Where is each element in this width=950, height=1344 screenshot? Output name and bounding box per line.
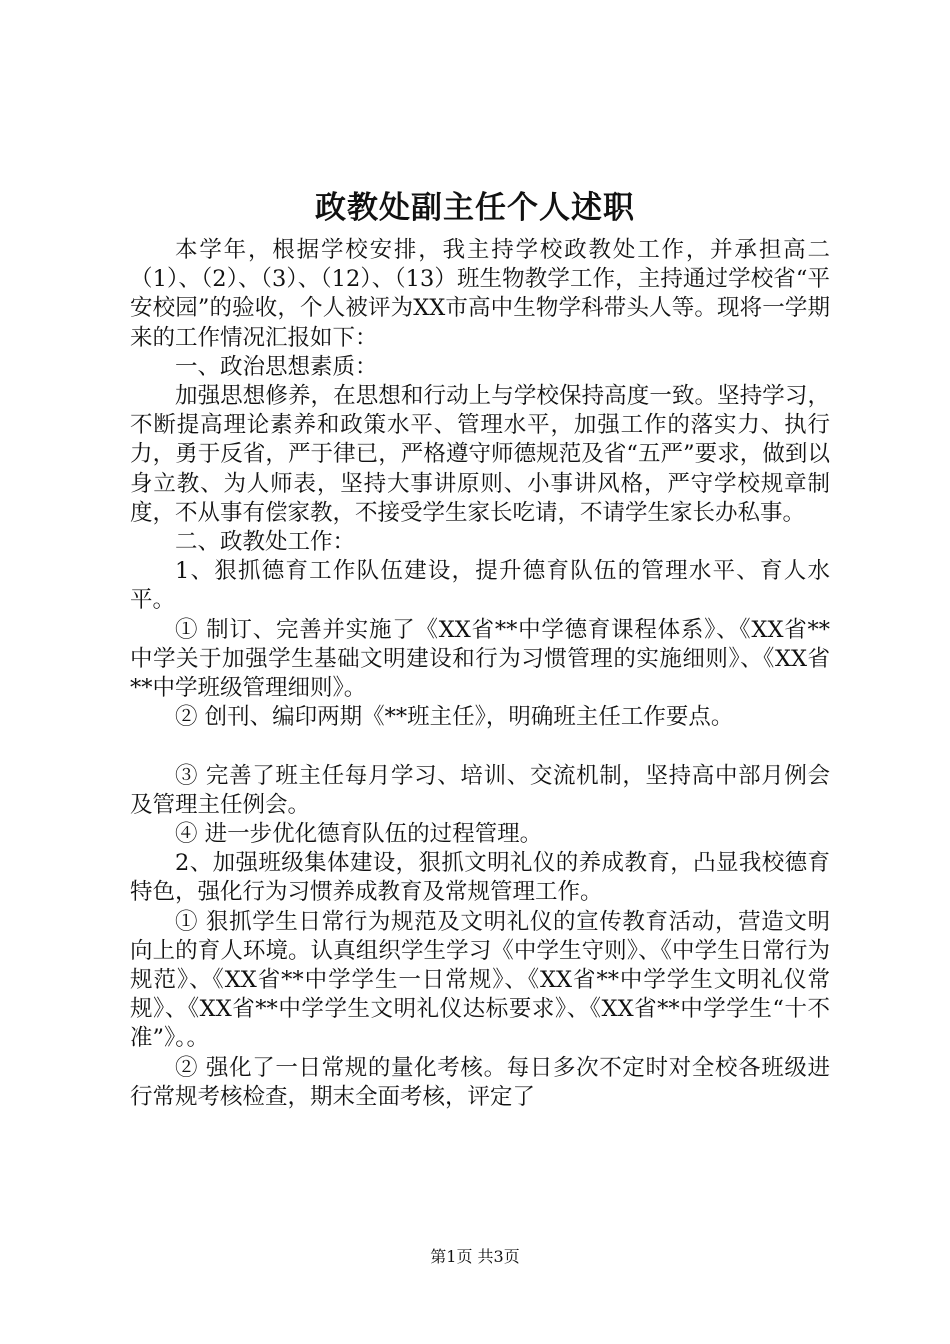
paragraph-item-2-1: ① 狠抓学生日常行为规范及文明礼仪的宣传教育活动，营造文明向上的育人环境。认真组织学生学习《中学生守则》、《中学生日常行为规范》、《XX省**中学学生一日常规》、《XX省**中学学生文明礼仪常规》、《XX省**中学学生文明礼仪达标要求》、《XX省**中学学生“十不准”》。。 (130, 908, 830, 1052)
paragraph-item-1-2: ② 创刊、编印两期《**班主任》，明确班主任工作要点。 (175, 704, 734, 731)
paragraph-item-2: 2、加强班级集体建设，狠抓文明礼仪的养成教育，凸显我校德育特色，强化行为习惯养成教育及常规管理工作。 (130, 850, 830, 906)
paragraph-item-2-2: ② 强化了一日常规的量化考核。每日多次不定时对全校各班级进行常规考核检查，期末全面考核，评定了 (130, 1054, 830, 1110)
page-footer: 第1页 共3页 (430, 1247, 520, 1266)
heading-work: 二、政教处工作： (175, 529, 356, 556)
heading-political: 一、政治思想素质： (175, 353, 378, 380)
paragraph-political: 加强思想修养，在思想和行动上与学校保持高度一致。坚持学习，不断提高理论素养和政策水平、管理水平，加强工作的落实力、执行力，勇于反省，严于律已，严格遵守师德规范及省“五严”要求，做到以身立教、为人师表，坚持大事讲原则、小事讲风格，严守学校规章制度，不从事有偿家教，不接受学生家长吃请，不请学生家长办私事。 (130, 383, 830, 526)
paragraph-item-1-1: ① 制订、完善并实施了《XX省**中学德育课程体系》、《XX省**中学关于加强学生基础文明建设和行为习惯管理的实施细则》、《XX省**中学班级管理细则》。 (130, 616, 830, 702)
paragraph-item-1: 1、狠抓德育工作队伍建设，提升德育队伍的管理水平、育人水平。 (130, 558, 830, 614)
document-title: 政教处副主任个人述职 (315, 190, 635, 226)
paragraph-intro: 本学年，根据学校安排，我主持学校政教处工作，并承担高二（1）、（2）、（3）、（12）、（13）班生物教学工作，主持通过学校省“平安校园”的验收，个人被评为XX市高中生物学科带头人等。现将一学期来的工作情况汇报如下： (130, 237, 830, 351)
paragraph-item-1-4: ④ 进一步优化德育队伍的过程管理。 (175, 821, 543, 848)
document-body (130, 236, 830, 1112)
paragraph-item-1-3: ③ 完善了班主任每月学习、培训、交流机制，坚持高中部月例会及管理主任例会。 (130, 762, 830, 818)
